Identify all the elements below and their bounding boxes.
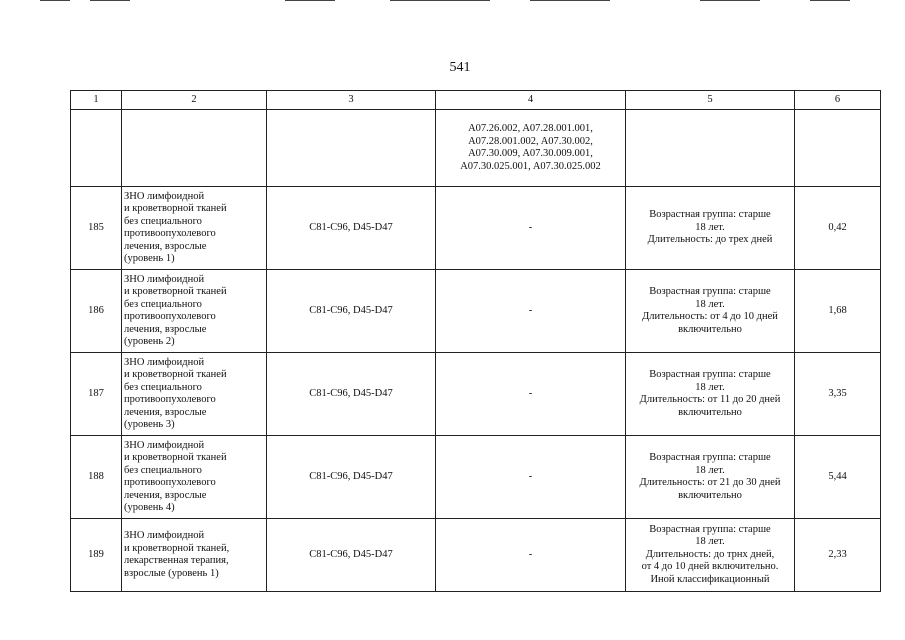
operation-codes-cell: - bbox=[436, 270, 626, 353]
table-row bbox=[71, 436, 881, 519]
header-col-2: 2 bbox=[122, 91, 267, 110]
header-col-6: 6 bbox=[795, 91, 881, 110]
table-row-continuation bbox=[71, 110, 881, 187]
coefficient-cell: 2,33 bbox=[795, 519, 881, 592]
operation-codes-cell: - bbox=[436, 436, 626, 519]
row-number-cell: 188 bbox=[71, 436, 122, 519]
header-col-3: 3 bbox=[267, 91, 436, 110]
criteria-cell: Возрастная группа: старше 18 лет. Длительность: до трнх дней, от 4 до 10 дней включительно. Иной классификационный bbox=[626, 519, 795, 592]
row-number-cell: 185 bbox=[71, 187, 122, 270]
header-col-5: 5 bbox=[626, 91, 795, 110]
group-name-cell: ЗНО лимфоидной и кроветворной тканей без специального противоопухолевого лечения, взрослые (уровень 4) bbox=[122, 436, 267, 519]
row-number-cell: 187 bbox=[71, 353, 122, 436]
header-col-4: 4 bbox=[436, 91, 626, 110]
diagnosis-codes-cell: C81-C96, D45-D47 bbox=[267, 436, 436, 519]
operation-codes-cell: - bbox=[436, 519, 626, 592]
document-table bbox=[70, 90, 881, 592]
coefficient-cell: 5,44 bbox=[795, 436, 881, 519]
coefficient-cell: 1,68 bbox=[795, 270, 881, 353]
table-row bbox=[71, 187, 881, 270]
table-header-row bbox=[71, 91, 881, 110]
diagnosis-codes-cell: C81-C96, D45-D47 bbox=[267, 519, 436, 592]
row-number-cell bbox=[71, 110, 122, 187]
coefficient-cell bbox=[795, 110, 881, 187]
criteria-cell: Возрастная группа: старше 18 лет. Длительность: от 11 до 20 дней включительно bbox=[626, 353, 795, 436]
operation-codes-cell: A07.26.002, A07.28.001.001, A07.28.001.002, A07.30.002, A07.30.009, A07.30.009.001, A07.30.025.001, A07.30.025.002 bbox=[436, 110, 626, 187]
criteria-cell bbox=[626, 110, 795, 187]
criteria-cell: Возрастная группа: старше 18 лет. Длительность: от 21 до 30 дней включительно bbox=[626, 436, 795, 519]
group-name-cell: ЗНО лимфоидной и кроветворной тканей без специального противоопухолевого лечения, взрослые (уровень 1) bbox=[122, 187, 267, 270]
group-name-cell: ЗНО лимфоидной и кроветворной тканей без специального противоопухолевого лечения, взрослые (уровень 3) bbox=[122, 353, 267, 436]
scan-artifact-lines bbox=[0, 0, 905, 4]
coefficient-cell: 3,35 bbox=[795, 353, 881, 436]
group-name-cell: ЗНО лимфоидной и кроветворной тканей без специального противоопухолевого лечения, взрослые (уровень 2) bbox=[122, 270, 267, 353]
criteria-cell: Возрастная группа: старше 18 лет. Длительность: до трех дней bbox=[626, 187, 795, 270]
criteria-cell: Возрастная группа: старше 18 лет. Длительность: от 4 до 10 дней включительно bbox=[626, 270, 795, 353]
page-number: 541 bbox=[449, 60, 471, 75]
table-row bbox=[71, 519, 881, 592]
diagnosis-codes-cell: C81-C96, D45-D47 bbox=[267, 353, 436, 436]
diagnosis-codes-cell: C81-C96, D45-D47 bbox=[267, 187, 436, 270]
header-col-1: 1 bbox=[71, 91, 122, 110]
row-number-cell: 189 bbox=[71, 519, 122, 592]
group-name-cell bbox=[122, 110, 267, 187]
operation-codes-cell: - bbox=[436, 353, 626, 436]
table-row bbox=[71, 270, 881, 353]
diagnosis-codes-cell bbox=[267, 110, 436, 187]
group-name-cell: ЗНО лимфоидной и кроветворной тканей, лекарственная терапия, взрослые (уровень 1) bbox=[122, 519, 267, 592]
row-number-cell: 186 bbox=[71, 270, 122, 353]
table-row bbox=[71, 353, 881, 436]
coefficient-cell: 0,42 bbox=[795, 187, 881, 270]
diagnosis-codes-cell: C81-C96, D45-D47 bbox=[267, 270, 436, 353]
operation-codes-cell: - bbox=[436, 187, 626, 270]
